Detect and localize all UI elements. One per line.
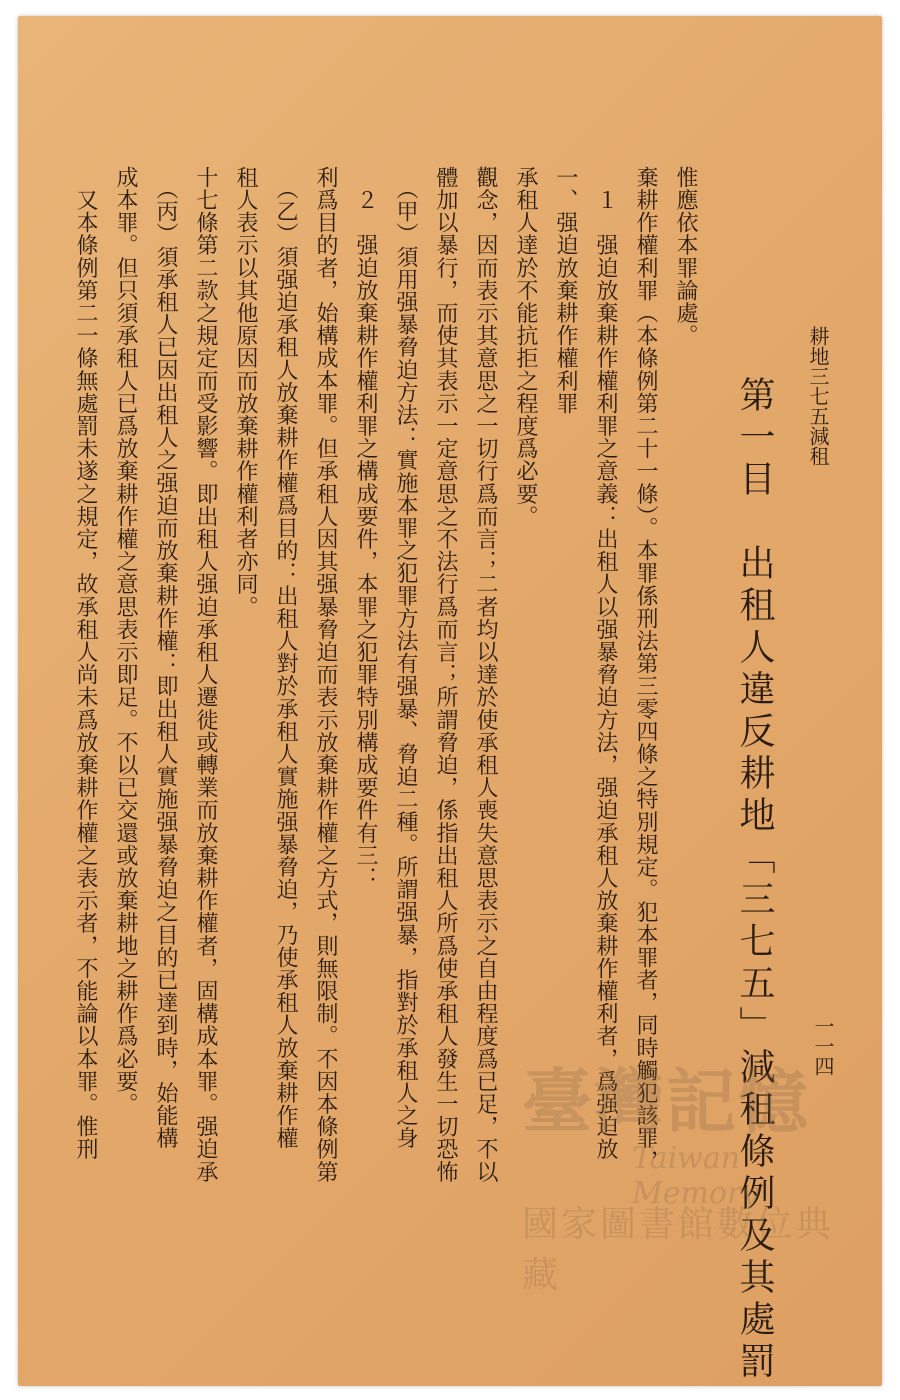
body-column-1: 惟應依本罪論處。 — [673, 166, 698, 347]
body-column-10: 利爲目的者，始構成本罪。但承租人因其强暴脅迫而表示放棄耕作權之方式，則無限制。不因本條例第 — [313, 166, 338, 1183]
body-column-16: 又本條例第二一條無處罰未遂之規定，故承租人尚未爲放棄耕作權之表示者，不能論以本罪。惟刑 — [73, 166, 98, 1161]
body-column-6: 觀念，因而表示其意思之一切行爲而言；二者均以達於使承租人喪失意思表示之自由程度爲已足，不以 — [473, 166, 498, 1183]
watermark-small-text: 國家圖書館數位典藏 — [522, 1204, 835, 1296]
running-header: 耕地三七五減租 — [806, 326, 830, 466]
body-column-7: 體加以暴行，而使其表示一定意思之不法行爲而言；所謂脅迫，係指出租人所爲使承租人發生一切恐怖 — [433, 166, 458, 1183]
body-column-15: 成本罪。但只須承租人已爲放棄耕作權之意思表示即足。不以已交還或放棄耕地之耕作爲必要。 — [113, 166, 138, 1116]
section-heading: 一、强迫放棄耕作權利罪 — [553, 166, 578, 415]
chapter-title: 第一目 出租人違反耕地「三七五」減租條例及其處罰 — [734, 376, 775, 1384]
body-column-8: （甲）須用强暴脅迫方法：實施本罪之犯罪方法有强暴、脅迫二種。所謂强暴，指對於承租人之身 — [393, 166, 418, 1150]
document-page — [18, 16, 882, 1386]
body-column-14: （丙）須承租人已因出租人之强迫而放棄耕作權：即出租人實施强暴脅迫之目的已達到時，始能構 — [153, 166, 178, 1150]
body-column-9: ２ 强迫放棄耕作權利罪之構成要件，本罪之犯罪特別構成要件有三： — [353, 166, 378, 890]
body-column-5: 承租人達於不能抗拒之程度爲必要。 — [513, 166, 538, 528]
watermark — [522, 1046, 842, 1296]
body-column-2: 棄耕作權利罪（本條例第二十一條）。本罪係刑法第三零四條之特別規定。犯本罪者，同時觸犯該罪， — [633, 166, 658, 1172]
page-number: 一一四 — [811, 1016, 835, 1076]
watermark-large-text: 臺灣記憶 — [522, 1060, 810, 1143]
body-column-3: １ 强迫放棄耕作權利罪之意義：出租人以强暴脅迫方法，强迫承租人放棄耕作權利者，爲强迫放 — [593, 166, 618, 1161]
body-column-13: 十七條第二款之規定而受影響。即出租人强迫承租人遷徙或轉業而放棄耕作權者，固構成本罪。强迫承 — [193, 166, 218, 1183]
watermark-english-text: Taiwan Memory — [632, 1141, 759, 1211]
body-column-11: （乙）須强迫承租人放棄耕作權爲目的：出租人對於承租人實施强暴脅迫，乃使承租人放棄耕作權 — [273, 166, 298, 1150]
body-column-12: 租人表示以其他原因而放棄耕作權利者亦同。 — [233, 166, 258, 618]
